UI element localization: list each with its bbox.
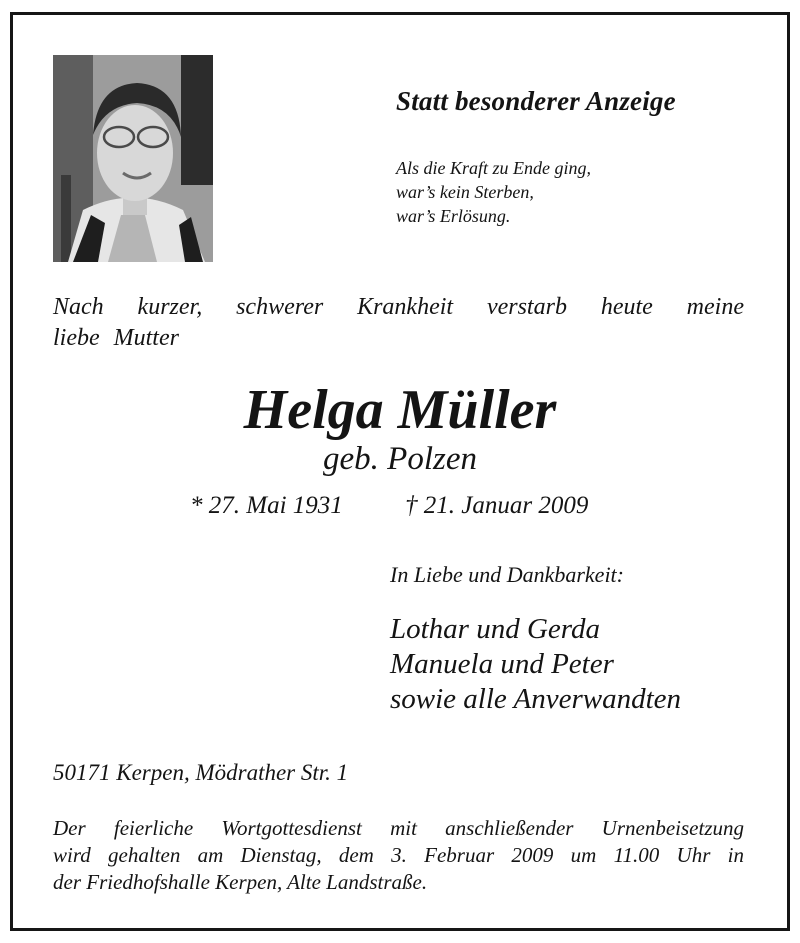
maiden-name: geb. Polzen — [323, 441, 477, 477]
family-list — [390, 612, 681, 717]
verse-line: war’s Erlösung. — [396, 206, 511, 226]
verse-line: war’s kein Sterben, — [396, 182, 534, 202]
verse-line: Als die Kraft zu Ende ging, — [396, 158, 591, 178]
verse — [396, 156, 591, 228]
birth-date: * 27. Mai 1931 — [190, 492, 343, 519]
deceased-name: Helga Müller — [243, 379, 557, 441]
death-date: † 21. Januar 2009 — [405, 492, 589, 519]
portrait-image — [53, 55, 213, 262]
service-line: wird gehalten am Dienstag, dem 3. Februar 2009 um 11.00 Uhr in — [53, 843, 744, 867]
thanks-line: In Liebe und Dankbarkeit: — [390, 562, 624, 587]
intro-line: liebe Mutter — [53, 325, 179, 351]
service-line: der Friedhofshalle Kerpen, Alte Landstraße. — [53, 870, 428, 894]
intro-text — [53, 292, 744, 354]
intro-line: Nach kurzer, schwerer Krankheit verstarb heute meine — [53, 294, 744, 320]
family-member: Lothar und Gerda — [390, 613, 600, 645]
service-line: Der feierliche Wortgottesdienst mit anschließender Urnenbeisetzung — [53, 816, 744, 840]
family-member: sowie alle Anverwandten — [390, 683, 682, 715]
service-info — [53, 815, 744, 896]
family-member: Manuela und Peter — [390, 648, 614, 680]
address: 50171 Kerpen, Mödrather Str. 1 — [53, 760, 349, 785]
portrait-photo — [53, 55, 213, 262]
notice-heading: Statt besonderer Anzeige — [396, 86, 676, 116]
